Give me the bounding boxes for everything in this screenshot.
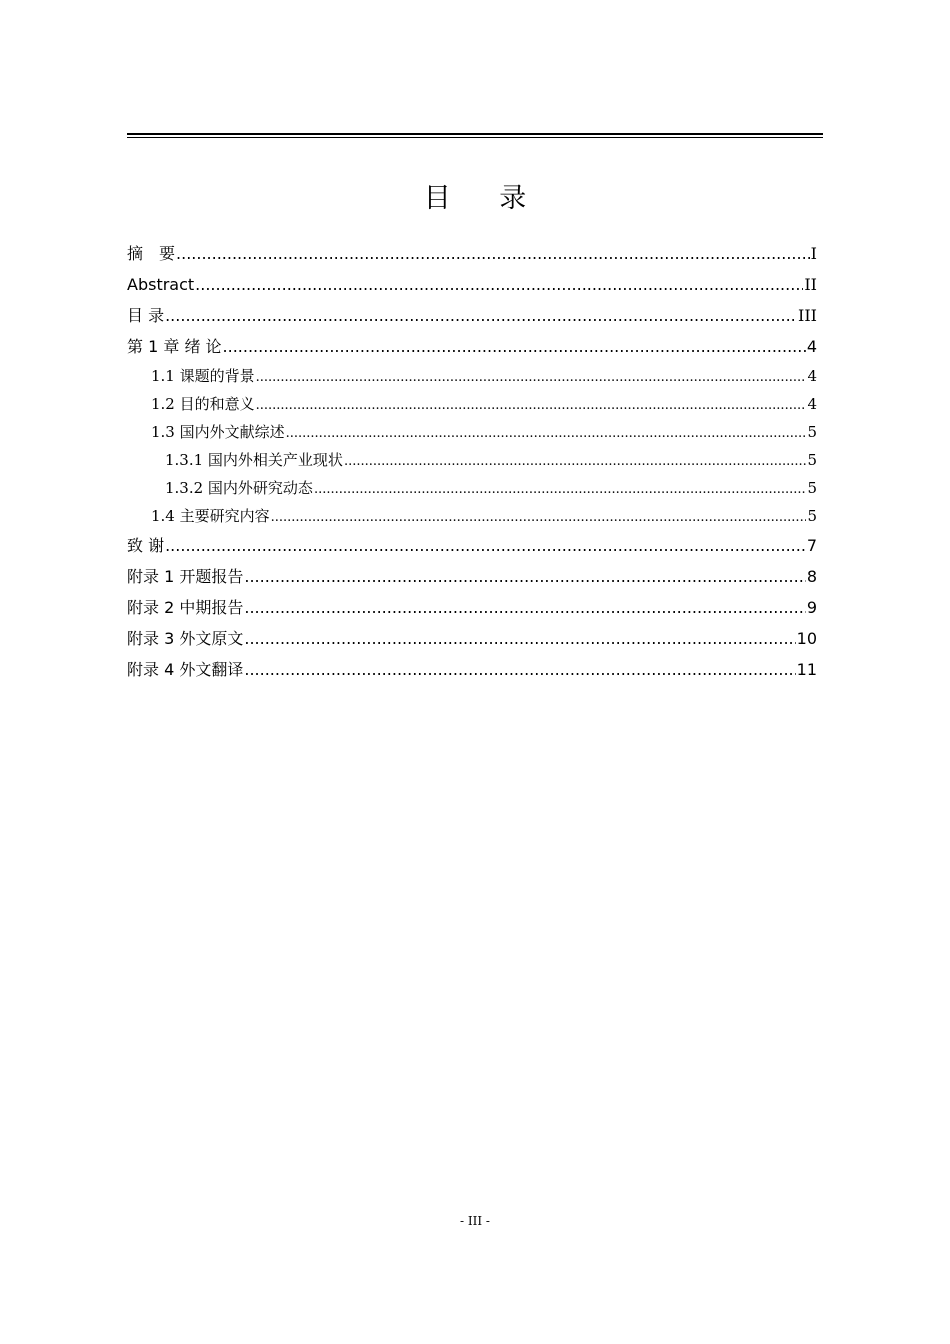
page-title: 目 录 <box>423 183 547 214</box>
toc-entry-page: I <box>810 244 817 263</box>
toc-entry-page: 5 <box>807 507 817 525</box>
page-number-footer: - III - <box>460 1214 490 1228</box>
toc-entry-label: 1.4 主要研究内容 <box>151 507 270 525</box>
toc-entry-label: 1.3 国内外文献综述 <box>151 423 285 441</box>
toc-leader <box>256 390 807 420</box>
toc-leader <box>286 418 807 448</box>
toc-entry-page: 8 <box>806 567 817 586</box>
toc-leader <box>165 530 806 561</box>
toc-entry-page: 10 <box>796 629 817 648</box>
toc-entry-appendix-4[interactable] <box>127 654 817 685</box>
toc-entry-label: 1.2 目的和意义 <box>151 395 255 413</box>
toc-leader <box>195 269 803 300</box>
toc-entry-abstract-cn[interactable] <box>127 238 817 269</box>
toc-entry-page: III <box>798 306 817 325</box>
toc-entry-page: II <box>804 275 817 294</box>
toc-entry-appendix-1[interactable] <box>127 561 817 592</box>
toc-leader <box>271 502 807 532</box>
toc-entry-section-1-3-1[interactable] <box>127 446 817 474</box>
toc-entry-page: 4 <box>807 395 817 413</box>
toc-leader <box>314 474 807 504</box>
toc-entry-label: 附录 3 外文原文 <box>127 629 244 648</box>
toc-entry-section-1-1[interactable] <box>127 362 817 390</box>
toc-entry-page: 5 <box>807 423 817 441</box>
toc-entry-label: 附录 2 中期报告 <box>127 598 244 617</box>
header-rule-thick <box>127 133 823 135</box>
toc-leader <box>244 592 805 623</box>
toc-entry-page: 4 <box>807 367 817 385</box>
toc-entry-label: 附录 4 外文翻译 <box>127 660 244 679</box>
toc-entry-label: 摘 要 <box>127 244 176 263</box>
toc-leader <box>244 623 795 654</box>
toc-entry-page: 5 <box>807 451 817 469</box>
toc-entry-page: 11 <box>796 660 817 679</box>
toc-entry-section-1-3[interactable] <box>127 418 817 446</box>
toc-entry-contents[interactable] <box>127 300 817 331</box>
toc-entry-appendix-2[interactable] <box>127 592 817 623</box>
toc-entry-label: Abstract <box>127 275 195 294</box>
toc-entry-section-1-2[interactable] <box>127 390 817 418</box>
toc-leader <box>176 238 810 269</box>
toc-entry-label: 1.1 课题的背景 <box>151 367 255 385</box>
toc-entry-page: 5 <box>807 479 817 497</box>
toc-leader <box>165 300 797 331</box>
toc-leader <box>344 446 807 476</box>
toc-entry-acknowledgements[interactable] <box>127 530 817 561</box>
toc-leader <box>223 331 806 362</box>
toc-entry-chapter-1[interactable] <box>127 331 817 362</box>
toc-leader <box>244 654 795 685</box>
toc-leader <box>256 362 807 392</box>
toc-entry-section-1-3-2[interactable] <box>127 474 817 502</box>
toc-entry-label: 第 1 章 绪 论 <box>127 337 222 356</box>
toc-entry-label: 附录 1 开题报告 <box>127 567 244 586</box>
toc-entry-abstract-en[interactable] <box>127 269 817 300</box>
header-rule <box>127 133 823 138</box>
toc-entry-section-1-4[interactable] <box>127 502 817 530</box>
toc-entry-label: 目 录 <box>127 306 165 325</box>
toc-entry-appendix-3[interactable] <box>127 623 817 654</box>
toc-entry-page: 7 <box>806 536 817 555</box>
table-of-contents <box>127 238 817 685</box>
toc-entry-label: 致 谢 <box>127 536 165 555</box>
toc-entry-label: 1.3.2 国内外研究动态 <box>165 479 313 497</box>
header-rule-thin <box>127 137 823 138</box>
toc-entry-page: 4 <box>806 337 817 356</box>
toc-entry-page: 9 <box>806 598 817 617</box>
toc-entry-label: 1.3.1 国内外相关产业现状 <box>165 451 343 469</box>
toc-leader <box>244 561 805 592</box>
